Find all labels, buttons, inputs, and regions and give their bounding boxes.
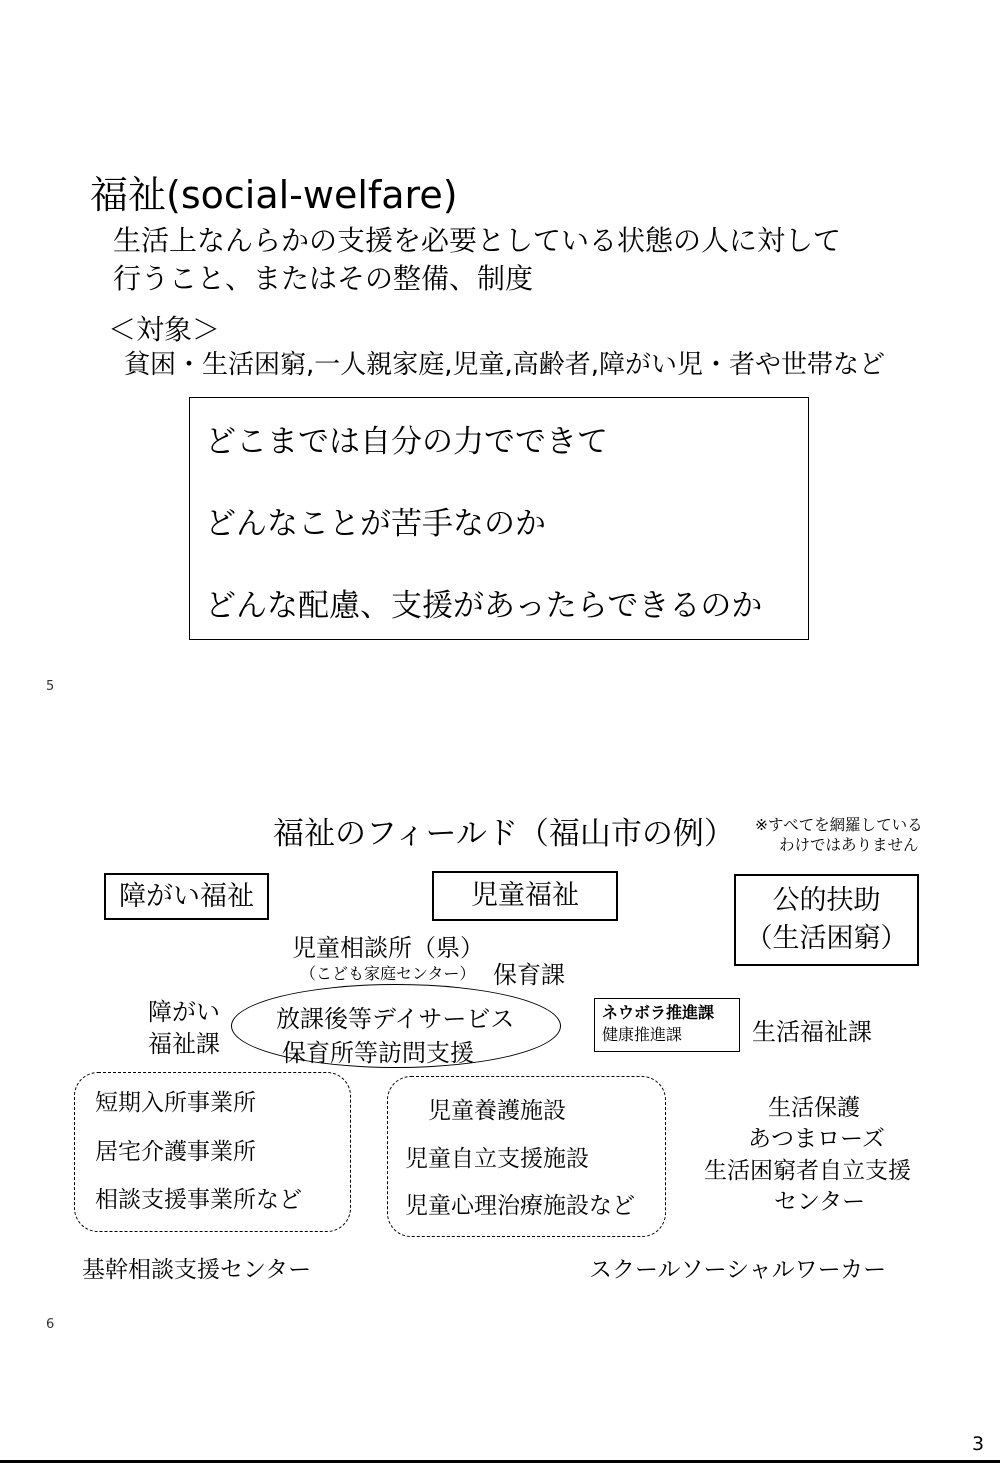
page-number: 3 xyxy=(972,1433,985,1455)
category-disability-welfare: 障がい福祉 xyxy=(104,873,269,920)
child-consultation-subtitle: （こども家庭センター） xyxy=(300,964,476,983)
health-promotion-section: 健康推進課 xyxy=(602,1025,683,1044)
target-heading: ＜対象＞ xyxy=(108,313,221,346)
coverage-note xyxy=(755,815,923,855)
nursery-visit-support: 保育所等訪問支援 xyxy=(282,1039,474,1067)
child-care-institution: 児童養護施設 xyxy=(428,1098,566,1124)
self-reliance-center: センター xyxy=(774,1189,866,1215)
nursery-section: 保育課 xyxy=(493,961,565,989)
slide-number-6: 6 xyxy=(46,1317,55,1332)
bottom-rule xyxy=(0,1460,1000,1463)
child-psychotherapy-facility: 児童心理治療施設など xyxy=(405,1193,635,1219)
disability-section-line-2: 福祉課 xyxy=(148,1030,220,1058)
core-consultation-center: 基幹相談支援センター xyxy=(82,1257,312,1283)
short-stay-office: 短期入所事業所 xyxy=(95,1090,256,1116)
disability-section-line-1: 障がい xyxy=(148,998,220,1026)
child-consultation-center: 児童相談所（県） xyxy=(292,934,484,962)
target-body: 貧困・生活困窮,一人親家庭,児童,高齢者,障がい児・者や世帯など xyxy=(124,350,886,380)
definition-line-1: 生活上なんらかの支援を必要としている状態の人に対して xyxy=(113,224,842,257)
slide1-definition xyxy=(113,222,841,298)
home-care-office: 居宅介護事業所 xyxy=(95,1139,256,1165)
coverage-note-line-2: わけではありません xyxy=(779,836,919,854)
support-question-2: どんなことが苦手なのか xyxy=(205,506,546,542)
definition-line-2: 行うこと、またはその整備、制度 xyxy=(113,262,534,295)
coverage-note-line-1: ※すべてを網羅している xyxy=(755,816,923,834)
after-school-day-service: 放課後等デイサービス xyxy=(276,1005,515,1033)
school-social-worker: スクールソーシャルワーカー xyxy=(589,1257,887,1283)
slide2-title: 福祉のフィールド（福山市の例） xyxy=(273,816,735,852)
support-question-1: どこまでは自分の力でできて xyxy=(205,424,608,460)
neubora-section: ネウボラ推進課 xyxy=(602,1003,715,1022)
category-public-aid xyxy=(734,874,919,966)
support-question-3: どんな配慮、支援があったらできるのか xyxy=(205,588,763,624)
neubora-box xyxy=(594,998,740,1052)
public-aid-line-1: 公的扶助 xyxy=(772,885,881,916)
atsumarose: あつまローズ xyxy=(748,1126,885,1152)
slide-number-5: 5 xyxy=(46,679,55,694)
category-child-welfare: 児童福祉 xyxy=(432,871,618,921)
slide1-title: 福祉(social-welfare) xyxy=(90,173,458,217)
public-aid-line-2: （生活困窮） xyxy=(745,923,908,954)
life-welfare-section: 生活福祉課 xyxy=(752,1018,872,1046)
livelihood-protection: 生活保護 xyxy=(768,1095,860,1121)
self-reliance-support: 生活困窮者自立支援 xyxy=(704,1158,911,1184)
child-independence-facility: 児童自立支援施設 xyxy=(405,1146,589,1172)
consultation-office: 相談支援事業所など xyxy=(95,1187,302,1213)
